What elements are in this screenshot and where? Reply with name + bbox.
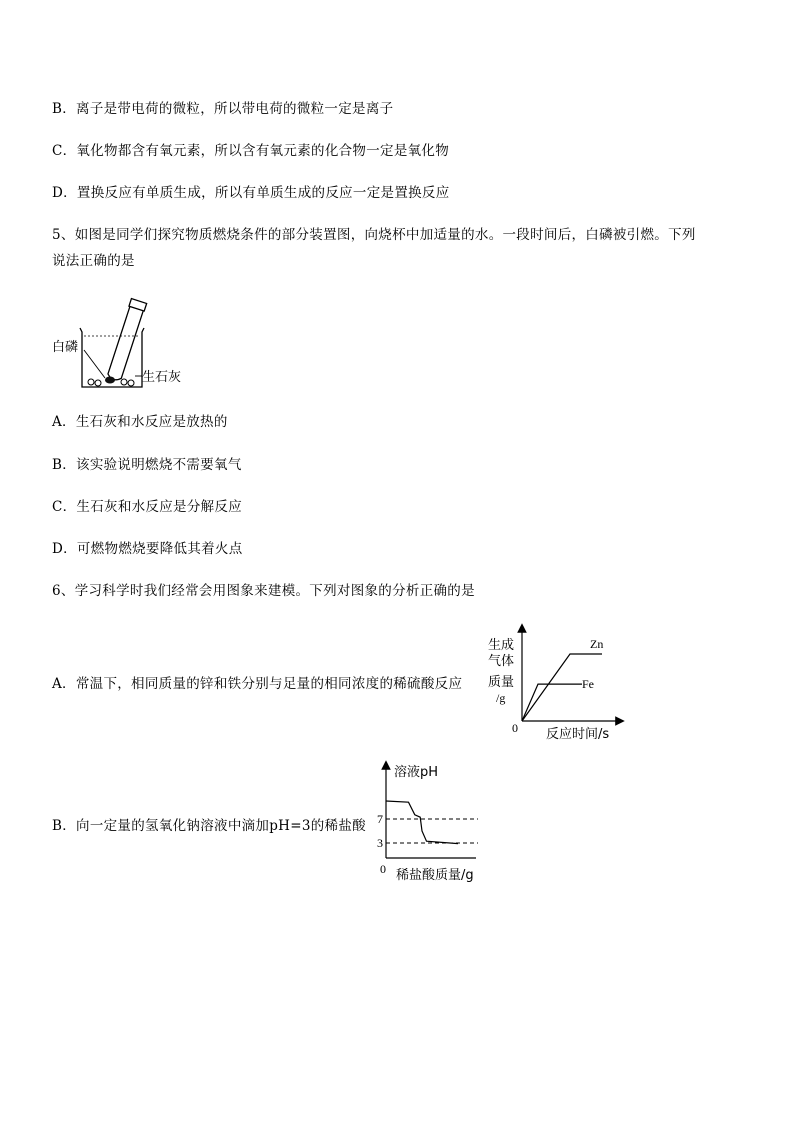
chart-b-tick-3: 3	[377, 836, 383, 850]
q5-option-d: D．可燃物燃烧要降低其着火点	[52, 541, 243, 557]
test-tube	[106, 299, 147, 382]
chart-a-xlabel: 反应时间/s	[546, 727, 610, 742]
chart-b-tick-7: 7	[377, 812, 383, 826]
quicklime-granule	[88, 379, 94, 385]
q5-stem-line1: 5、如图是同学们探究物质燃烧条件的部分装置图，向烧杯中加适量的水。一段时间后，白磷被引燃。下列	[52, 227, 696, 243]
q4-option-c: C．氧化物都含有氧元素，所以含有氧元素的化合物一定是氧化物	[52, 143, 450, 159]
series-line-ph	[386, 801, 458, 844]
q6-stem: 6、学习科学时我们经常会用图象来建模。下列对图象的分析正确的是	[52, 583, 475, 599]
chart-a-ylabel-line4: /g	[496, 691, 506, 705]
label-white-phosphorus: 白磷	[52, 340, 79, 355]
chart-b-xlabel: 稀盐酸质量/g	[396, 868, 474, 883]
q6-chart-b	[372, 760, 490, 886]
q5-option-b: B．该实验说明燃烧不需要氧气	[52, 457, 242, 473]
q4-option-b: B．离子是带电荷的微粒，所以带电荷的微粒一定是离子	[52, 101, 394, 117]
q6-chart-a	[484, 624, 634, 746]
chart-b-ylabel: 溶液pH	[394, 765, 439, 780]
quicklime-granule	[128, 380, 134, 386]
q5-apparatus-figure	[50, 292, 200, 392]
q5-option-a: A．生石灰和水反应是放热的	[52, 414, 228, 430]
q5-option-c: C．生石灰和水反应是分解反应	[52, 499, 243, 515]
white-phosphorus-lump	[105, 377, 115, 384]
series-label-zn: Zn	[590, 637, 604, 651]
quicklime-granule	[95, 380, 101, 386]
series-label-fe: Fe	[582, 677, 594, 692]
white-phosphorus-leader	[84, 350, 105, 378]
series-line-fe	[522, 684, 582, 721]
q6-option-a: A．常温下，相同质量的锌和铁分别与足量的相同浓度的稀硫酸反应	[52, 676, 463, 692]
q5-stem-line2: 说法正确的是	[52, 253, 135, 269]
q4-option-d: D．置换反应有单质生成，所以有单质生成的反应一定是置换反应	[52, 185, 450, 201]
chart-a-ylabel-line1: 生成	[488, 638, 515, 653]
chart-a-ylabel-line2: 气体	[488, 654, 515, 669]
chart-b-origin: 0	[380, 862, 386, 876]
chart-a-origin: 0	[512, 721, 518, 735]
quicklime-granule	[121, 379, 127, 385]
q6-option-b: B．向一定量的氢氧化钠溶液中滴加pH=3的稀盐酸	[52, 818, 366, 834]
label-quicklime: 生石灰	[142, 370, 182, 385]
chart-a-ylabel-line3: 质量	[488, 675, 515, 690]
